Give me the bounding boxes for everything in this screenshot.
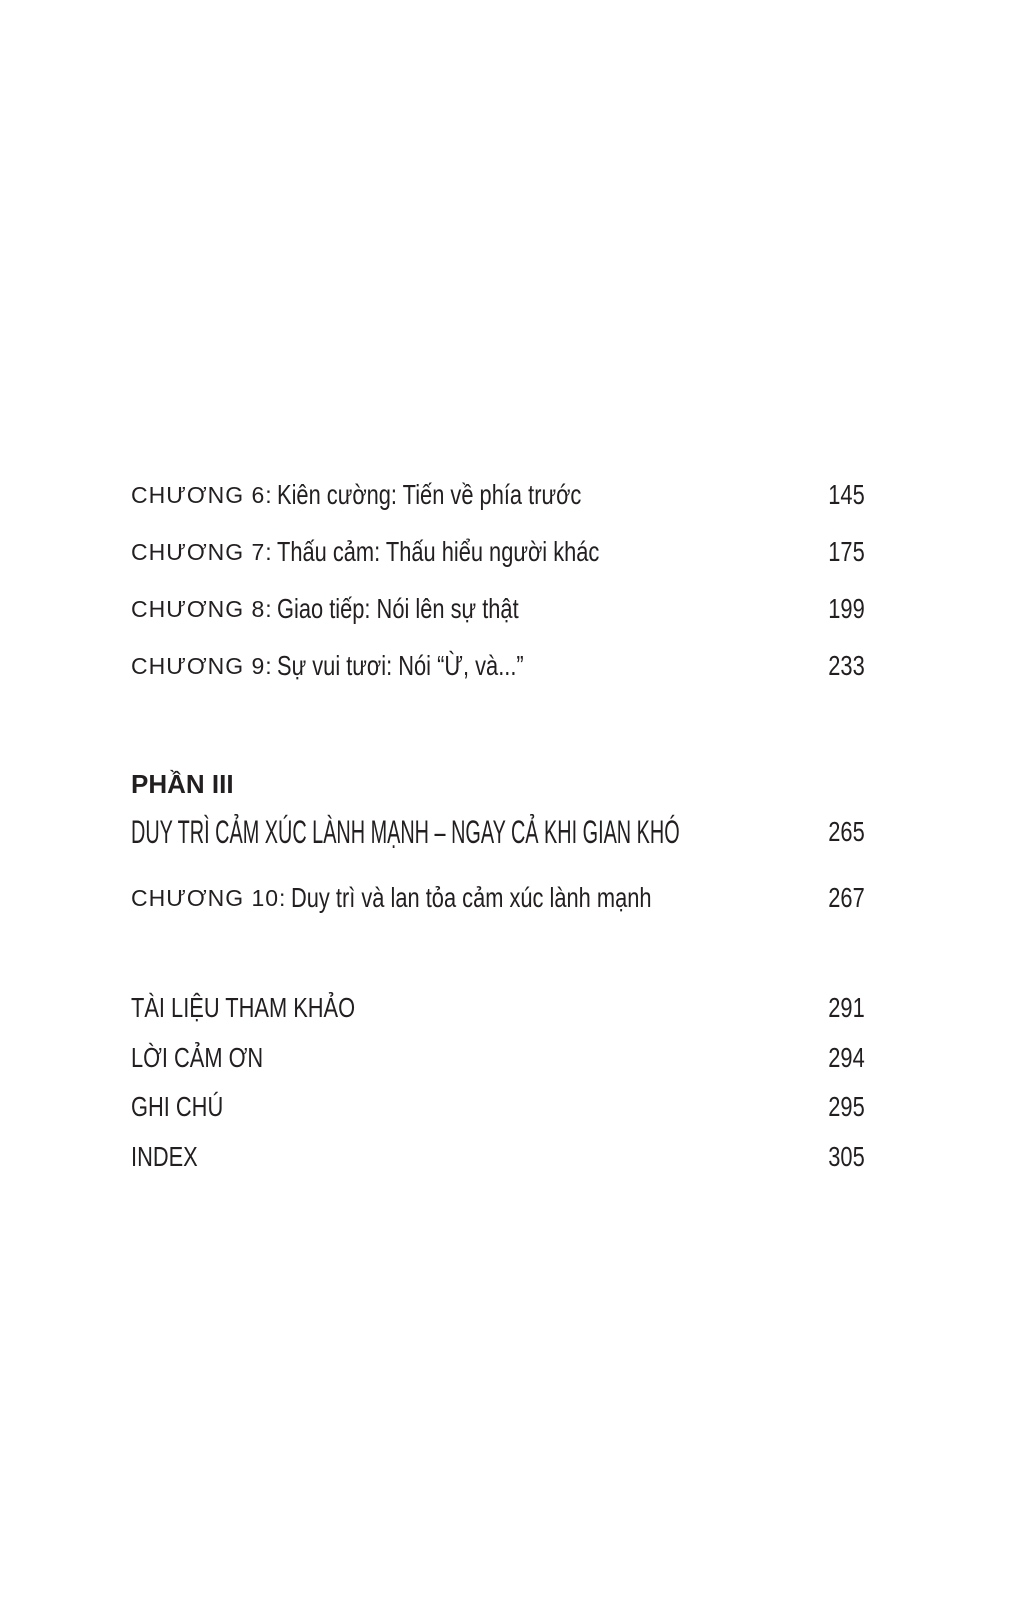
chapter-prefix: CHƯƠNG 7: bbox=[131, 539, 273, 565]
page-number: 199 bbox=[828, 593, 865, 624]
chapter-title: Kiên cường: Tiến về phía trước bbox=[277, 479, 582, 510]
entry-label bbox=[131, 532, 757, 576]
chapter-title: Thấu cảm: Thấu hiểu người khác bbox=[277, 536, 600, 567]
entry-label bbox=[131, 1038, 611, 1078]
entry-title: INDEX bbox=[131, 1141, 198, 1172]
entry-label bbox=[131, 988, 611, 1028]
page-number: 233 bbox=[828, 650, 865, 681]
chapter-title: Sự vui tươi: Nói “Ừ, và...” bbox=[277, 650, 524, 681]
chapter-title: Giao tiếp: Nói lên sự thật bbox=[277, 593, 519, 624]
part-label: PHẦN III bbox=[131, 769, 234, 799]
chapter-prefix: CHƯƠNG 6: bbox=[131, 482, 273, 508]
entry-label bbox=[131, 1137, 611, 1177]
page-number: 294 bbox=[828, 1042, 865, 1073]
toc-entry-acknowledgements[interactable] bbox=[131, 1038, 865, 1078]
page-number: 295 bbox=[828, 1091, 865, 1122]
page-number: 175 bbox=[828, 536, 865, 567]
toc-entry-chapter-6[interactable] bbox=[131, 475, 865, 515]
toc-entry-notes[interactable] bbox=[131, 1087, 865, 1127]
chapter-prefix: CHƯƠNG 9: bbox=[131, 653, 273, 679]
entry-label bbox=[131, 1087, 611, 1127]
page-number: 145 bbox=[828, 479, 865, 510]
toc-entry-index[interactable] bbox=[131, 1137, 865, 1177]
part-title: DUY TRÌ CẢM XÚC LÀNH MẠNH – NGAY CẢ KHI GIAN KHÓ bbox=[131, 814, 680, 850]
page-number: 291 bbox=[828, 992, 865, 1023]
page-number: 305 bbox=[828, 1141, 865, 1172]
chapter-title: Duy trì và lan tỏa cảm xúc lành mạnh bbox=[290, 882, 652, 913]
entry-title: GHI CHÚ bbox=[131, 1091, 224, 1122]
page-number: 265 bbox=[828, 816, 865, 847]
entry-label bbox=[131, 646, 757, 690]
entry-label bbox=[131, 878, 771, 922]
toc-entry-chapter-8[interactable] bbox=[131, 589, 865, 629]
chapter-prefix: CHƯƠNG 8: bbox=[131, 596, 273, 622]
page-number: 267 bbox=[828, 882, 865, 913]
entry-title: LỜI CẢM ƠN bbox=[131, 1042, 264, 1073]
entry-label bbox=[131, 812, 731, 852]
toc-entry-references[interactable] bbox=[131, 988, 865, 1028]
toc-entry-chapter-9[interactable] bbox=[131, 646, 865, 686]
toc-entry-chapter-7[interactable] bbox=[131, 532, 865, 572]
toc-entry-part-3[interactable] bbox=[131, 812, 865, 852]
toc-entry-chapter-10[interactable] bbox=[131, 878, 865, 918]
chapter-prefix: CHƯƠNG 10: bbox=[131, 885, 287, 911]
entry-label bbox=[131, 589, 757, 633]
entry-label bbox=[131, 475, 757, 519]
entry-title: TÀI LIỆU THAM KHẢO bbox=[131, 992, 356, 1023]
